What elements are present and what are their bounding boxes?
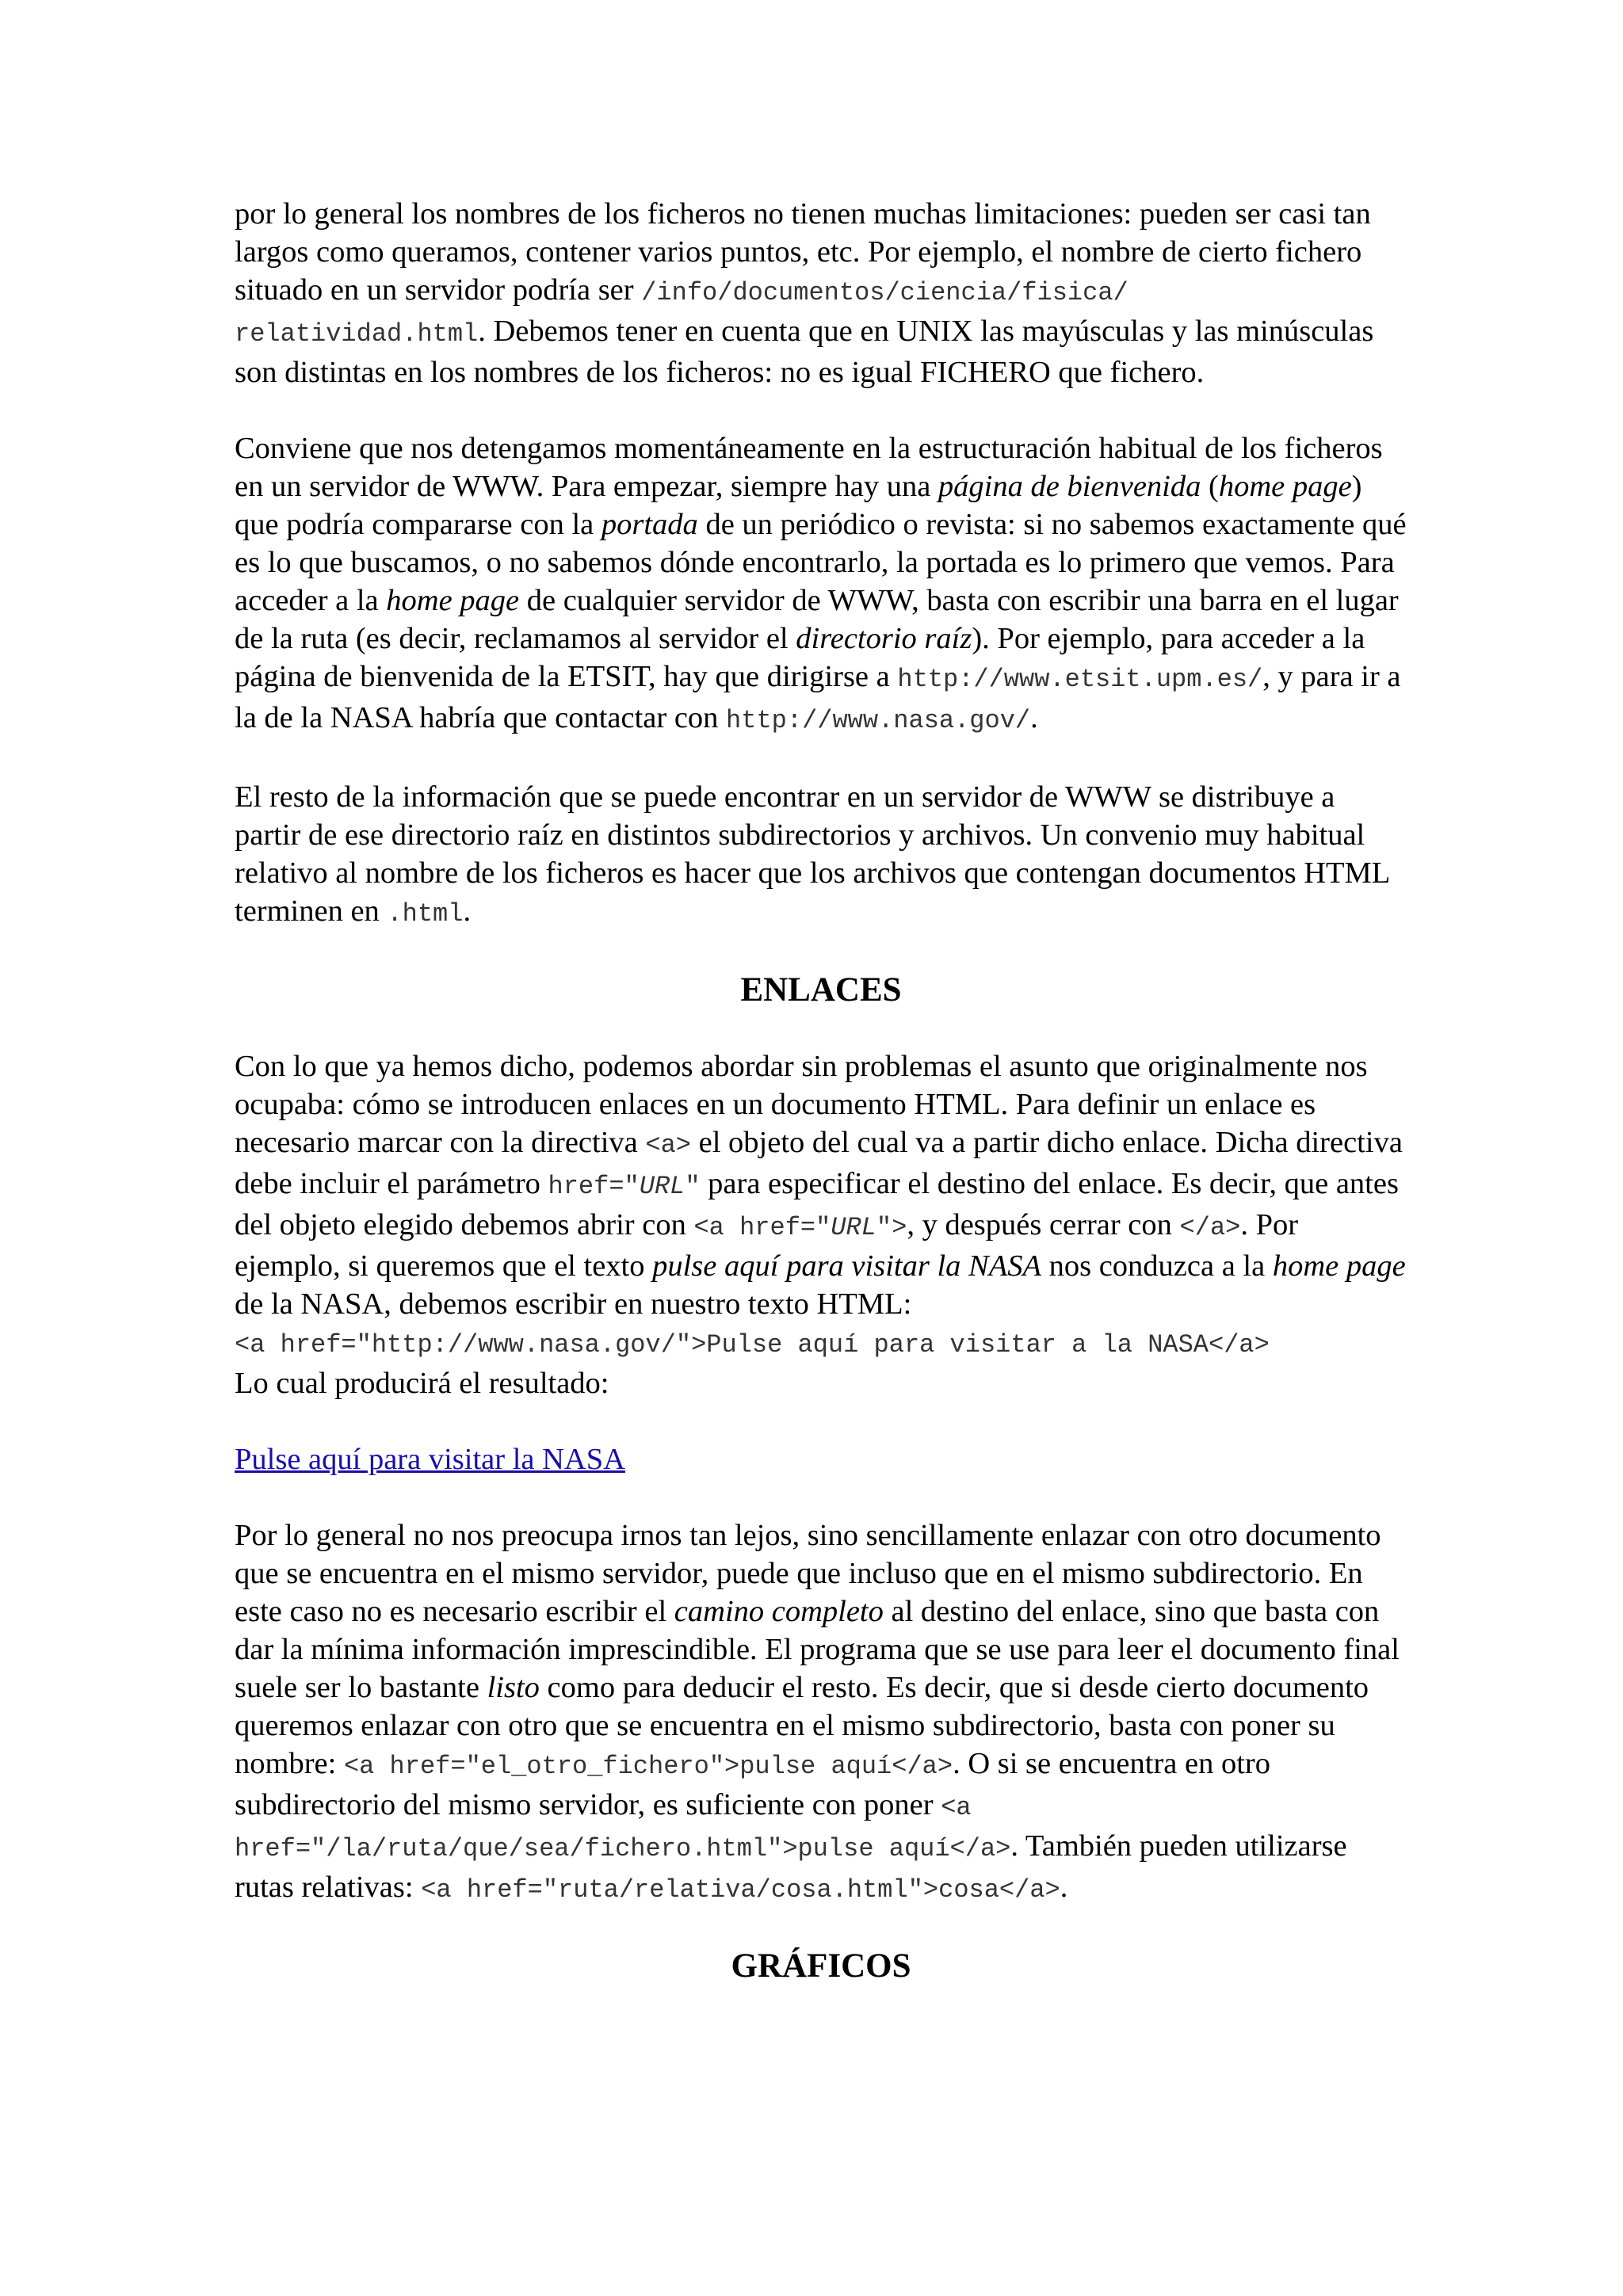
code-path: /info/documentos/ciencia/fisica/ (641, 278, 1128, 307)
text: Conviene que nos detengamos momentáneamente en la estructuración habitual de los ficheros en un servidor de WWW. Para empezar, siempre hay una (235, 432, 1383, 503)
code-example: <a href="ruta/relativa/cosa.html">cosa</a> (421, 1875, 1060, 1905)
text: ). Por ejemplo, para acceder a la página de bienvenida de la ETSIT, hay que dirigirse a (235, 622, 1365, 693)
text: por lo general los nombres de los ficheros no tienen muchas limitaciones: pueden ser casi tan largos como queramos, contener varios puntos, etc. Por ejemplo, el nombre de cierto fichero situado en un servidor podría ser (235, 197, 1371, 307)
paragraph-links (235, 1047, 1407, 1402)
text: de la NASA, debemos escribir en nuestro texto HTML: (235, 1287, 912, 1321)
text: . Por ejemplo, si queremos que el texto (235, 1208, 1299, 1283)
paragraph-rest (235, 778, 1407, 933)
text: ( (1201, 470, 1219, 503)
text: . O si se encuentra en otro subdirectorio del mismo servidor, es suficiente con poner (235, 1747, 1270, 1821)
text: Por lo general no nos preocupa irnos tan lejos, sino sencillamente enlazar con otro documento que se encuentra en el mismo servidor, puede que incluso que en el mismo subdirectorio. En este caso no es necesario escribir el (235, 1519, 1381, 1628)
code-example: <a href="el_otro_fichero">pulse aquí</a> (343, 1752, 953, 1781)
code-italic: URL (831, 1213, 876, 1242)
text: Lo cual producirá el resultado: (235, 1367, 609, 1400)
text: para especificar el destino del enlace. Es decir, que antes del objeto elegido debemos abrir con (235, 1167, 1399, 1241)
section-heading-graficos: GRÁFICOS (731, 1947, 911, 1985)
code-part: href=" (548, 1172, 640, 1201)
code-filename: relatividad.html (235, 319, 479, 349)
code-close-tag: </a> (1179, 1213, 1241, 1242)
text: . (1060, 1871, 1068, 1904)
text: el objeto del cual va a partir dicho enlace. Dicha directiva debe incluir el parámetro (235, 1126, 1403, 1200)
code-param (548, 1172, 701, 1201)
code-url: http://www.etsit.upm.es/ (897, 665, 1263, 694)
emphasis: home page (1218, 470, 1352, 503)
code-example-line: <a href="http://www.nasa.gov/">Pulse aquí para visitar a la NASA</a> (235, 1330, 1270, 1360)
emphasis: pulse aquí para visitar la NASA (652, 1249, 1041, 1283)
emphasis: home page (386, 584, 520, 617)
text: El resto de la información que se puede encontrar en un servidor de WWW se distribuye a partir de ese directorio raíz en distintos subdirectorios y archivos. Un convenio muy habitual relativo al nombre de los ficheros es hacer que los archivos que contengan documentos HTML terminen en (235, 780, 1389, 928)
text: ) que podría compararse con la (235, 470, 1362, 541)
emphasis: home page (1272, 1249, 1406, 1283)
code-part: "> (876, 1213, 907, 1242)
paragraph-structure (235, 429, 1407, 740)
code-url: http://www.nasa.gov/ (726, 706, 1031, 735)
text: de un periódico o revista: si no sabemos exactamente qué es lo que buscamos, o no sabemos dónde encontrarlo, la portada es lo primero que vemos. Para acceder a la (235, 508, 1407, 617)
text: , y después cerrar con (907, 1208, 1180, 1241)
example-link-paragraph (235, 1440, 1407, 1478)
text: . Debemos tener en cuenta que en UNIX las mayúsculas y las minúsculas son distintas en los nombres de los ficheros: no es igual FICHERO que fichero. (235, 315, 1374, 389)
code-open-tag (693, 1213, 907, 1242)
text: . También pueden utilizarse rutas relativas: (235, 1829, 1347, 1904)
text: , y para ir a la de la NASA habría que contactar con (235, 660, 1401, 734)
text: de cualquier servidor de WWW, basta con escribir una barra en el lugar de la ruta (es decir, reclamamos al servidor el (235, 584, 1399, 655)
code-italic: URL (639, 1172, 685, 1201)
text: . (1030, 701, 1038, 734)
code-extension: .html (387, 899, 464, 929)
emphasis: directorio raíz (796, 622, 972, 655)
text: como para deducir el resto. Es decir, que si desde cierto documento queremos enlazar con otro que se encuentra en el mismo subdirectorio, basta con poner su nombre: (235, 1671, 1369, 1780)
paragraph-relative-links (235, 1516, 1407, 1909)
text: al destino del enlace, sino que basta con dar la mínima información imprescindible. El programa que se use para leer el documento final suele ser lo bastante (235, 1595, 1400, 1704)
text: Con lo que ya hemos dicho, podemos abordar sin problemas el asunto que originalmente nos ocupaba: cómo se introducen enlaces en un documento HTML. Para definir un enlace es necesario marcar con la directiva (235, 1050, 1368, 1159)
emphasis: portada (601, 508, 698, 541)
emphasis: listo (487, 1671, 540, 1704)
code-part: " (685, 1172, 701, 1201)
text: . (463, 894, 472, 928)
document-page (235, 195, 1407, 2023)
section-heading-enlaces: ENLACES (740, 971, 902, 1009)
example-link-nasa[interactable]: Pulse aquí para visitar la NASA (235, 1443, 625, 1476)
paragraph-filenames (235, 195, 1407, 391)
emphasis: camino completo (674, 1595, 884, 1628)
code-example: <a href="/la/ruta/que/sea/fichero.html">pulse aquí</a> (235, 1793, 1011, 1863)
emphasis: página de bienvenida (938, 470, 1201, 503)
text: nos conduzca a la (1041, 1249, 1273, 1283)
code-part: <a href=" (693, 1213, 831, 1242)
code-tag: <a> (645, 1131, 691, 1160)
